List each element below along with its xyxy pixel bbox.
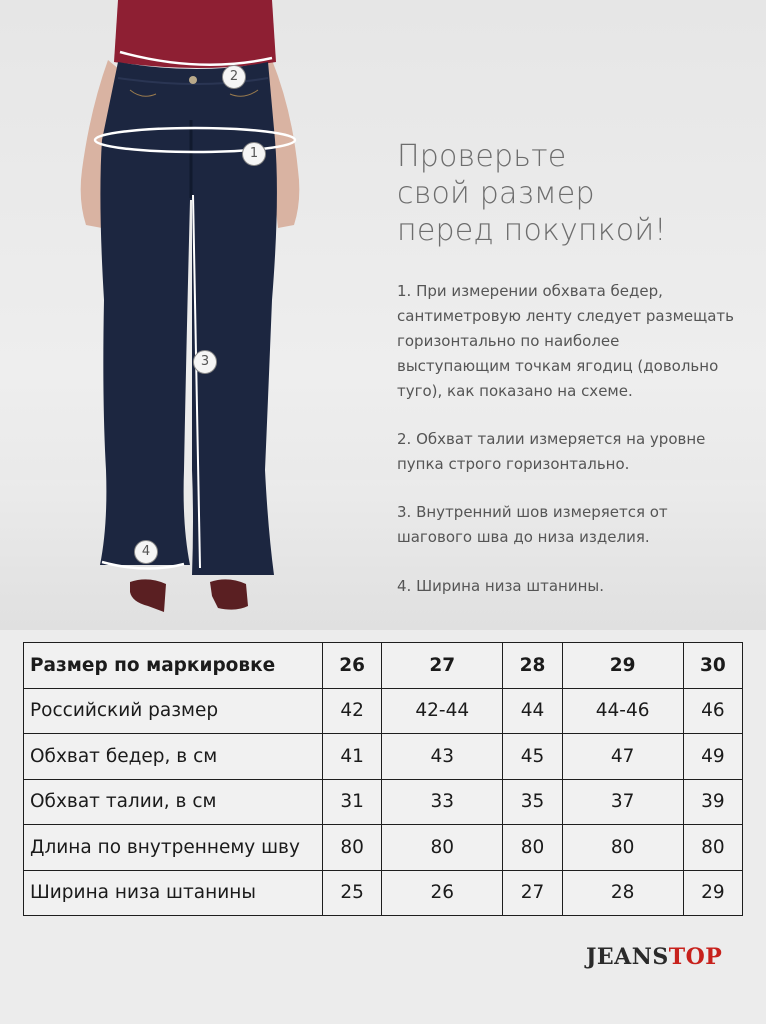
table-cell: 45 <box>503 734 562 780</box>
table-cell: 46 <box>683 688 742 734</box>
logo-jeans: JEANS <box>586 944 669 970</box>
row-label: Ширина низа штанины <box>24 870 323 916</box>
marker-3: 3 <box>193 350 217 374</box>
size-table <box>23 642 743 916</box>
table-row <box>24 688 743 734</box>
table-cell: 80 <box>323 825 382 871</box>
table-cell: 49 <box>683 734 742 780</box>
table-cell: 41 <box>323 734 382 780</box>
header-cell: Размер по маркировке <box>24 643 323 689</box>
table-cell: 47 <box>562 734 683 780</box>
headline-line-3: перед покупкой! <box>397 213 667 248</box>
jeans-model-figure <box>60 0 320 625</box>
note-inseam: 3. Внутренний шов измеряется от шагового шва до низа изделия. <box>397 503 668 546</box>
note-hem-width: 4. Ширина низа штанины. <box>397 577 605 595</box>
note-waist: 2. Обхват талии измеряется на уровне пупка строго горизонтально. <box>397 430 706 473</box>
table-cell: 37 <box>562 779 683 825</box>
table-cell: 80 <box>683 825 742 871</box>
table-cell: 39 <box>683 779 742 825</box>
marker-1: 1 <box>242 142 266 166</box>
headline-line-1: Проверьте <box>397 139 567 174</box>
table-cell: 44-46 <box>562 688 683 734</box>
table-cell: 35 <box>503 779 562 825</box>
table-header-row <box>24 643 743 689</box>
marker-2: 2 <box>222 65 246 89</box>
brand-logo <box>586 944 722 970</box>
table-cell: 31 <box>323 779 382 825</box>
row-label: Российский размер <box>24 688 323 734</box>
row-label: Обхват талии, в см <box>24 779 323 825</box>
table-row <box>24 779 743 825</box>
header-cell: 30 <box>683 643 742 689</box>
headline <box>397 138 737 249</box>
table-cell: 80 <box>562 825 683 871</box>
table-row <box>24 825 743 871</box>
table-cell: 42 <box>323 688 382 734</box>
table-cell: 33 <box>382 779 503 825</box>
header-cell: 26 <box>323 643 382 689</box>
header-cell: 27 <box>382 643 503 689</box>
table-cell: 29 <box>683 870 742 916</box>
row-label: Длина по внутреннему шву <box>24 825 323 871</box>
table-row <box>24 734 743 780</box>
note-hips: 1. При измерении обхвата бедер, сантиметровую ленту следует размещать горизонтально по наиболее выступающим точкам ягодиц (довольно туго), как показано на схеме. <box>397 282 735 400</box>
table-cell: 27 <box>503 870 562 916</box>
table-cell: 80 <box>503 825 562 871</box>
table-row <box>24 870 743 916</box>
marker-4: 4 <box>134 540 158 564</box>
table-cell: 44 <box>503 688 562 734</box>
table-cell: 42-44 <box>382 688 503 734</box>
header-cell: 28 <box>503 643 562 689</box>
table-cell: 26 <box>382 870 503 916</box>
header-cell: 29 <box>562 643 683 689</box>
table-cell: 43 <box>382 734 503 780</box>
row-label: Обхват бедер, в см <box>24 734 323 780</box>
headline-line-2: свой размер <box>397 176 595 211</box>
logo-top: TOP <box>668 944 723 970</box>
table-cell: 28 <box>562 870 683 916</box>
table-cell: 80 <box>382 825 503 871</box>
table-cell: 25 <box>323 870 382 916</box>
